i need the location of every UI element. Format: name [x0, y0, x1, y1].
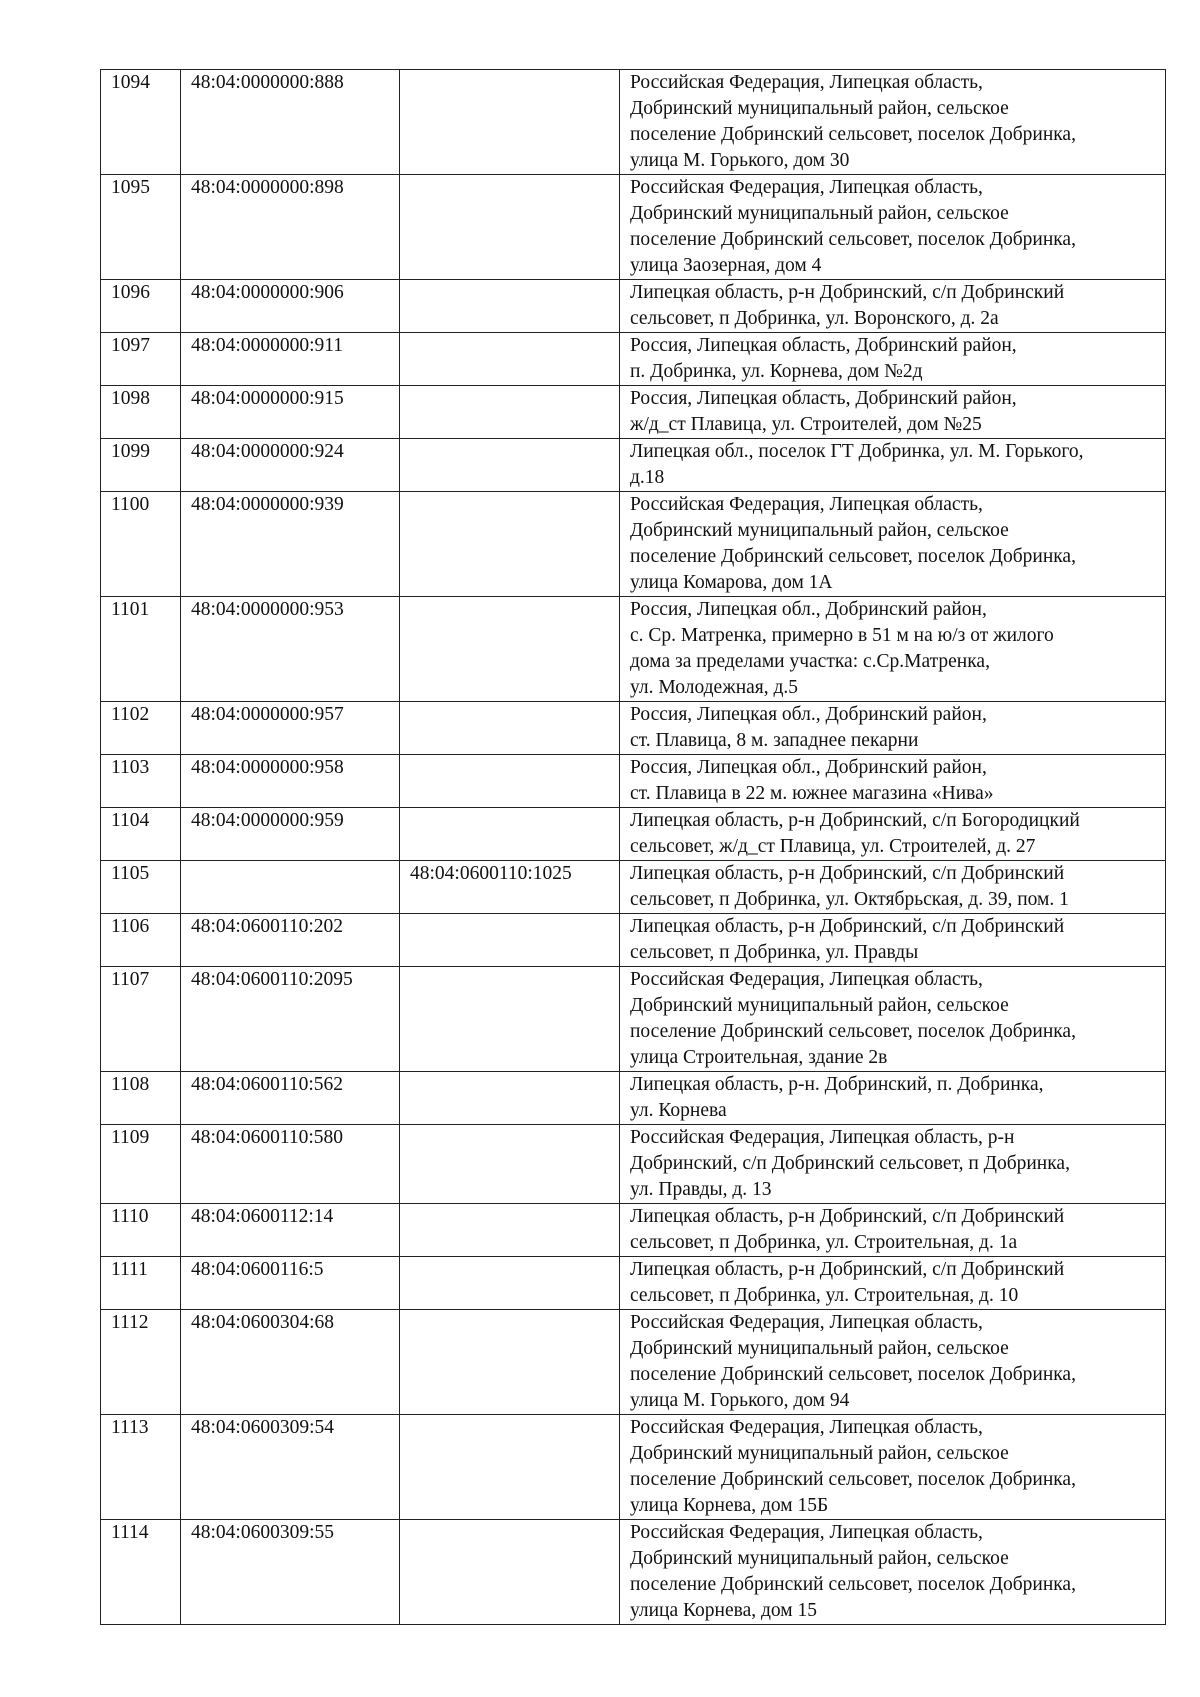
- parent-cadastral-number-cell: [400, 439, 620, 492]
- parent-cadastral-number-cell: [400, 492, 620, 597]
- address-line: сельсовет, п Добринка, ул. Правды: [630, 942, 919, 963]
- row-number-cell: 1109: [101, 1125, 181, 1204]
- address-line: Российская Федерация, Липецкая область, р-н: [630, 1127, 1015, 1148]
- row-number-cell: 1101: [101, 597, 181, 702]
- address-cell: [620, 1257, 1166, 1310]
- cadastral-number-cell: 48:04:0000000:958: [181, 755, 400, 808]
- address-cell: [620, 861, 1166, 914]
- address-cell: [620, 1415, 1166, 1520]
- address-line: поселение Добринский сельсовет, поселок Добринка,: [630, 1469, 1076, 1490]
- table-row: [101, 439, 1166, 492]
- address-line: Добринский муниципальный район, сельское: [630, 98, 1009, 119]
- cadastral-number-cell: 48:04:0000000:915: [181, 386, 400, 439]
- parent-cadastral-number-cell: [400, 1072, 620, 1125]
- address-line: поселение Добринский сельсовет, поселок Добринка,: [630, 1021, 1076, 1042]
- address-line: Россия, Липецкая область, Добринский район,: [630, 335, 1017, 356]
- address-line: Россия, Липецкая обл., Добринский район,: [630, 757, 987, 778]
- address-line: Добринский муниципальный район, сельское: [630, 1443, 1009, 1464]
- address-line: Липецкая область, р-н Добринский, с/п Добринский: [630, 916, 1065, 937]
- address-cell: [620, 386, 1166, 439]
- cadastral-number-cell: 48:04:0600304:68: [181, 1310, 400, 1415]
- address-cell: [620, 755, 1166, 808]
- address-cell: [620, 1125, 1166, 1204]
- cadastral-number-cell: 48:04:0600116:5: [181, 1257, 400, 1310]
- parent-cadastral-number-cell: [400, 1415, 620, 1520]
- cadastral-number-cell: 48:04:0000000:898: [181, 175, 400, 280]
- parent-cadastral-number-cell: [400, 1520, 620, 1625]
- row-number-cell: 1094: [101, 70, 181, 175]
- table-body: [101, 70, 1166, 1625]
- address-cell: [620, 70, 1166, 175]
- cadastral-number-cell: 48:04:0000000:957: [181, 702, 400, 755]
- cadastral-number-cell: 48:04:0600110:202: [181, 914, 400, 967]
- row-number-cell: 1102: [101, 702, 181, 755]
- address-line: улица М. Горького, дом 30: [630, 150, 850, 171]
- parent-cadastral-number-cell: 48:04:0600110:1025: [400, 861, 620, 914]
- row-number-cell: 1113: [101, 1415, 181, 1520]
- address-line: Липецкая область, р-н Добринский, с/п Добринский: [630, 1206, 1065, 1227]
- parent-cadastral-number-cell: [400, 755, 620, 808]
- address-cell: [620, 439, 1166, 492]
- row-number-cell: 1107: [101, 967, 181, 1072]
- address-cell: [620, 914, 1166, 967]
- table-row: [101, 1415, 1166, 1520]
- row-number-cell: 1099: [101, 439, 181, 492]
- address-line: поселение Добринский сельсовет, поселок Добринка,: [630, 1364, 1076, 1385]
- address-line: сельсовет, п Добринка, ул. Воронского, д. 2а: [630, 308, 999, 329]
- cadastral-number-cell: 48:04:0600110:580: [181, 1125, 400, 1204]
- address-line: поселение Добринский сельсовет, поселок Добринка,: [630, 1574, 1076, 1595]
- row-number-cell: 1111: [101, 1257, 181, 1310]
- address-line: Липецкая область, р-н. Добринский, п. Добринка,: [630, 1074, 1044, 1095]
- address-line: Российская Федерация, Липецкая область,: [630, 969, 983, 990]
- parent-cadastral-number-cell: [400, 1204, 620, 1257]
- address-line: улица Строительная, здание 2в: [630, 1047, 888, 1068]
- address-cell: [620, 702, 1166, 755]
- address-line: Добринский муниципальный район, сельское: [630, 995, 1009, 1016]
- cadastral-number-cell: [181, 861, 400, 914]
- table-row: [101, 1310, 1166, 1415]
- table-row: [101, 1204, 1166, 1257]
- address-line: поселение Добринский сельсовет, поселок Добринка,: [630, 229, 1076, 250]
- address-line: Липецкая обл., поселок ГТ Добринка, ул. М. Горького,: [630, 441, 1084, 462]
- parent-cadastral-number-cell: [400, 597, 620, 702]
- address-line: Липецкая область, р-н Добринский, с/п Богородицкий: [630, 810, 1080, 831]
- address-line: ул. Корнева: [630, 1100, 727, 1121]
- cadastral-number-cell: 48:04:0000000:953: [181, 597, 400, 702]
- address-line: Российская Федерация, Липецкая область,: [630, 1312, 983, 1333]
- address-cell: [620, 280, 1166, 333]
- cadastral-number-cell: 48:04:0000000:911: [181, 333, 400, 386]
- address-line: Российская Федерация, Липецкая область,: [630, 177, 983, 198]
- table-row: [101, 702, 1166, 755]
- address-line: Добринский, с/п Добринский сельсовет, п Добринка,: [630, 1153, 1070, 1174]
- parent-cadastral-number-cell: [400, 914, 620, 967]
- address-cell: [620, 1520, 1166, 1625]
- table-row: [101, 1520, 1166, 1625]
- address-cell: [620, 1204, 1166, 1257]
- address-cell: [620, 175, 1166, 280]
- address-line: поселение Добринский сельсовет, поселок Добринка,: [630, 124, 1076, 145]
- table-row: [101, 861, 1166, 914]
- table-row: [101, 333, 1166, 386]
- address-cell: [620, 1310, 1166, 1415]
- address-line: сельсовет, ж/д_ст Плавица, ул. Строителей, д. 27: [630, 836, 1036, 857]
- row-number-cell: 1098: [101, 386, 181, 439]
- address-line: дома за пределами участка: с.Ср.Матренка,: [630, 651, 990, 672]
- cadastral-number-cell: 48:04:0000000:924: [181, 439, 400, 492]
- address-cell: [620, 597, 1166, 702]
- address-line: Российская Федерация, Липецкая область,: [630, 72, 983, 93]
- row-number-cell: 1100: [101, 492, 181, 597]
- parent-cadastral-number-cell: [400, 175, 620, 280]
- address-cell: [620, 492, 1166, 597]
- address-line: улица Корнева, дом 15Б: [630, 1495, 829, 1516]
- address-line: улица Комарова, дом 1А: [630, 572, 833, 593]
- table-row: [101, 70, 1166, 175]
- cadastral-number-cell: 48:04:0600309:54: [181, 1415, 400, 1520]
- address-line: поселение Добринский сельсовет, поселок Добринка,: [630, 546, 1076, 567]
- property-register-table: [100, 69, 1166, 1625]
- row-number-cell: 1097: [101, 333, 181, 386]
- row-number-cell: 1096: [101, 280, 181, 333]
- cadastral-number-cell: 48:04:0600110:562: [181, 1072, 400, 1125]
- address-line: ж/д_ст Плавица, ул. Строителей, дом №25: [630, 414, 982, 435]
- parent-cadastral-number-cell: [400, 333, 620, 386]
- parent-cadastral-number-cell: [400, 1257, 620, 1310]
- row-number-cell: 1110: [101, 1204, 181, 1257]
- table-row: [101, 1125, 1166, 1204]
- parent-cadastral-number-cell: [400, 70, 620, 175]
- table-row: [101, 492, 1166, 597]
- address-line: Россия, Липецкая обл., Добринский район,: [630, 704, 987, 725]
- address-cell: [620, 967, 1166, 1072]
- address-line: ул. Молодежная, д.5: [630, 677, 799, 698]
- address-line: Добринский муниципальный район, сельское: [630, 203, 1009, 224]
- address-line: Липецкая область, р-н Добринский, с/п Добринский: [630, 282, 1065, 303]
- parent-cadastral-number-cell: [400, 280, 620, 333]
- address-line: улица М. Горького, дом 94: [630, 1390, 850, 1411]
- address-cell: [620, 333, 1166, 386]
- address-line: Липецкая область, р-н Добринский, с/п Добринский: [630, 1259, 1065, 1280]
- cadastral-number-cell: 48:04:0600110:2095: [181, 967, 400, 1072]
- cadastral-number-cell: 48:04:0000000:906: [181, 280, 400, 333]
- address-line: сельсовет, п Добринка, ул. Октябрьская, д. 39, пом. 1: [630, 889, 1069, 910]
- parent-cadastral-number-cell: [400, 1310, 620, 1415]
- cadastral-number-cell: 48:04:0600309:55: [181, 1520, 400, 1625]
- row-number-cell: 1104: [101, 808, 181, 861]
- address-line: Липецкая область, р-н Добринский, с/п Добринский: [630, 863, 1065, 884]
- address-line: Россия, Липецкая обл., Добринский район,: [630, 599, 987, 620]
- parent-cadastral-number-cell: [400, 967, 620, 1072]
- address-line: ст. Плавица, 8 м. западнее пекарни: [630, 730, 919, 751]
- table-row: [101, 1257, 1166, 1310]
- table-row: [101, 967, 1166, 1072]
- parent-cadastral-number-cell: [400, 1125, 620, 1204]
- row-number-cell: 1108: [101, 1072, 181, 1125]
- table-row: [101, 755, 1166, 808]
- table-row: [101, 280, 1166, 333]
- parent-cadastral-number-cell: [400, 808, 620, 861]
- address-line: улица Заозерная, дом 4: [630, 255, 822, 276]
- table-row: [101, 914, 1166, 967]
- address-line: Добринский муниципальный район, сельское: [630, 1548, 1009, 1569]
- address-line: ул. Правды, д. 13: [630, 1179, 772, 1200]
- address-line: Добринский муниципальный район, сельское: [630, 520, 1009, 541]
- address-line: п. Добринка, ул. Корнева, дом №2д: [630, 361, 923, 382]
- parent-cadastral-number-cell: [400, 386, 620, 439]
- address-cell: [620, 1072, 1166, 1125]
- address-line: сельсовет, п Добринка, ул. Строительная, д. 10: [630, 1285, 1019, 1306]
- address-line: Российская Федерация, Липецкая область,: [630, 494, 983, 515]
- address-line: сельсовет, п Добринка, ул. Строительная, д. 1а: [630, 1232, 1018, 1253]
- cadastral-number-cell: 48:04:0000000:959: [181, 808, 400, 861]
- row-number-cell: 1103: [101, 755, 181, 808]
- address-line: д.18: [630, 467, 665, 488]
- table-row: [101, 597, 1166, 702]
- cadastral-number-cell: 48:04:0000000:939: [181, 492, 400, 597]
- table-row: [101, 386, 1166, 439]
- address-line: Российская Федерация, Липецкая область,: [630, 1417, 983, 1438]
- cadastral-number-cell: 48:04:0000000:888: [181, 70, 400, 175]
- row-number-cell: 1095: [101, 175, 181, 280]
- cadastral-number-cell: 48:04:0600112:14: [181, 1204, 400, 1257]
- address-line: Добринский муниципальный район, сельское: [630, 1338, 1009, 1359]
- row-number-cell: 1106: [101, 914, 181, 967]
- address-cell: [620, 808, 1166, 861]
- address-line: ст. Плавица в 22 м. южнее магазина «Нива»: [630, 783, 994, 804]
- table-row: [101, 808, 1166, 861]
- table-row: [101, 1072, 1166, 1125]
- address-line: улица Корнева, дом 15: [630, 1600, 818, 1621]
- address-line: Россия, Липецкая область, Добринский район,: [630, 388, 1017, 409]
- parent-cadastral-number-cell: [400, 702, 620, 755]
- row-number-cell: 1105: [101, 861, 181, 914]
- address-line: Российская Федерация, Липецкая область,: [630, 1522, 983, 1543]
- row-number-cell: 1114: [101, 1520, 181, 1625]
- row-number-cell: 1112: [101, 1310, 181, 1415]
- address-line: с. Ср. Матренка, примерно в 51 м на ю/з от жилого: [630, 625, 1054, 646]
- table-row: [101, 175, 1166, 280]
